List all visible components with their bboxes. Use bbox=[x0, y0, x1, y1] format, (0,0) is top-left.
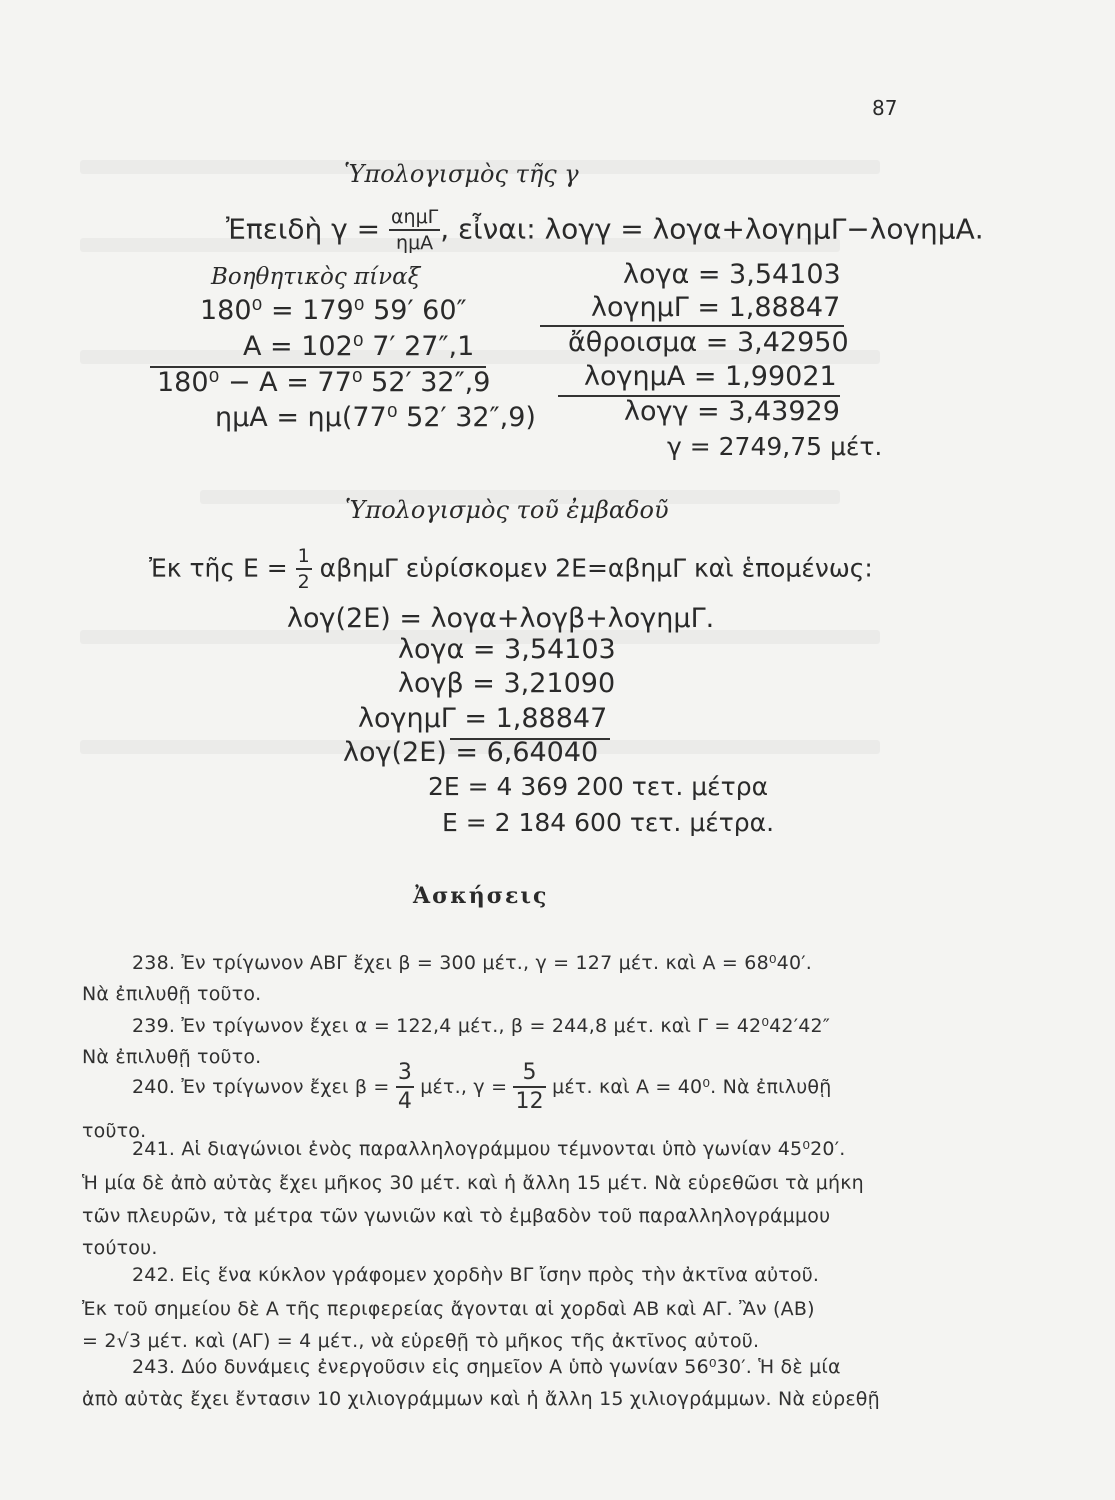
beta-numerator: 3 bbox=[397, 1060, 413, 1085]
gamma-denominator: 12 bbox=[513, 1086, 545, 1113]
since-formula bbox=[226, 208, 984, 253]
since-suffix: , εἶναι: λογγ = λογα+λογημΓ−λογημΑ. bbox=[440, 212, 984, 246]
since-numerator: αημΓ bbox=[391, 206, 439, 228]
beta-fraction bbox=[396, 1062, 414, 1113]
exercise-241-line-1: 241. Αἱ διαγώνιοι ἑνὸς παραλληλογράμμου τέμνονται ὑπὸ γωνίαν 45⁰20′. bbox=[132, 1138, 846, 1160]
ex240-suffix: μέτ. καὶ Α = 40⁰. Νὰ ἐπιλυθῇ bbox=[552, 1076, 832, 1098]
log-equation: λογ(2Ε) = λογα+λογβ+λογημΓ. bbox=[287, 603, 715, 634]
right-row-4: λογημΑ = 1,99021 bbox=[584, 361, 837, 392]
area-row-1: λογα = 3,54103 bbox=[398, 634, 616, 665]
left-row-2: Α = 102⁰ 7′ 27″,1 bbox=[243, 331, 475, 362]
exercise-240-line-2: τοῦτο. bbox=[82, 1120, 147, 1142]
section-heading-area: Ὑπολογισμὸς τοῦ ἐμβαδοῦ bbox=[345, 496, 669, 524]
aux-table-label: Βοηθητικὸς πίναξ bbox=[211, 264, 421, 290]
since-prefix: Ἐπειδὴ γ = bbox=[226, 212, 381, 246]
gamma-numerator: 5 bbox=[522, 1060, 537, 1085]
area-formula bbox=[149, 547, 873, 592]
exercise-241-line-2: Ἡ μία δὲ ἀπὸ αὐτὰς ἔχει μῆκος 30 μέτ. καὶ ἡ ἄλλη 15 μέτ. Νὰ εὑρεθῶσι τὰ μήκη bbox=[82, 1172, 864, 1194]
since-denominator: ημΑ bbox=[389, 229, 440, 253]
since-fraction bbox=[389, 208, 440, 253]
exercise-239-line-2: Νὰ ἐπιλυθῇ τοῦτο. bbox=[82, 1046, 262, 1068]
right-row-2: λογημΓ = 1,88847 bbox=[591, 292, 841, 323]
half-denominator: 2 bbox=[296, 568, 312, 592]
half-numerator: 1 bbox=[297, 545, 310, 567]
right-row-1: λογα = 3,54103 bbox=[623, 259, 841, 290]
exercise-240-line-1 bbox=[132, 1062, 831, 1113]
gamma-fraction bbox=[513, 1062, 545, 1113]
from-prefix: Ἐκ τῆς Ε = bbox=[149, 553, 288, 583]
exercise-238-line-1: 238. Ἐν τρίγωνον ΑΒΓ ἔχει β = 300 μέτ., γ = 127 μέτ. καὶ Α = 68⁰40′. bbox=[132, 952, 813, 974]
exercise-243-line-2: ἀπὸ αὐτὰς ἔχει ἔντασιν 10 χιλιογράμμων καὶ ἡ ἄλλη 15 χιλιογράμμων. Νὰ εὑρεθῇ bbox=[82, 1388, 880, 1410]
area-row-2: λογβ = 3,21090 bbox=[398, 668, 616, 699]
ex240-mid: μέτ., γ = bbox=[420, 1076, 508, 1098]
exercises-title: Ἀσκήσεις bbox=[413, 883, 549, 909]
area-row-3: λογημΓ = 1,88847 bbox=[358, 703, 608, 734]
area-row-6: Ε = 2 184 600 τετ. μέτρα. bbox=[442, 808, 775, 837]
exercise-242-line-1: 242. Εἰς ἕνα κύκλον γράφομεν χορδὴν ΒΓ ἴσην πρὸς τὴν ἀκτῖνα αὐτοῦ. bbox=[132, 1264, 820, 1286]
area-row-4: λογ(2Ε) = 6,64040 bbox=[343, 737, 599, 768]
from-suffix: αβημΓ εὑρίσκομεν 2Ε=αβημΓ καὶ ἑπομένως: bbox=[319, 553, 873, 583]
left-row-3: 180⁰ − Α = 77⁰ 52′ 32″,9 bbox=[157, 367, 491, 398]
right-row-3: ἄθροισμα = 3,42950 bbox=[568, 327, 849, 358]
exercise-242-line-2: Ἐκ τοῦ σημείου δὲ Α τῆς περιφερείας ἄγονται αἱ χορδαὶ ΑΒ καὶ ΑΓ. Ἂν (ΑΒ) bbox=[82, 1298, 815, 1320]
exercise-242-line-3: = 2√3 μέτ. καὶ (ΑΓ) = 4 μέτ., νὰ εὑρεθῇ τὸ μῆκος τῆς ἀκτῖνος αὐτοῦ. bbox=[82, 1330, 760, 1352]
area-row-5: 2Ε = 4 369 200 τετ. μέτρα bbox=[428, 772, 769, 801]
right-row-6: γ = 2749,75 μέτ. bbox=[667, 432, 883, 461]
exercise-238-line-2: Νὰ ἐπιλυθῇ τοῦτο. bbox=[82, 983, 262, 1005]
page-number: 87 bbox=[872, 96, 898, 120]
beta-denominator: 4 bbox=[396, 1086, 414, 1113]
exercise-241-line-4: τούτου. bbox=[82, 1237, 158, 1259]
right-row-5: λογγ = 3,43929 bbox=[624, 396, 840, 427]
left-row-4: ημΑ = ημ(77⁰ 52′ 32″,9) bbox=[215, 402, 536, 433]
exercise-239-line-1: 239. Ἐν τρίγωνον ἔχει α = 122,4 μέτ., β = 244,8 μέτ. καὶ Γ = 42⁰42′42″ bbox=[132, 1015, 831, 1037]
left-row-1: 180⁰ = 179⁰ 59′ 60″ bbox=[200, 295, 467, 326]
half-fraction bbox=[296, 547, 312, 592]
ex240-prefix: 240. Ἐν τρίγωνον ἔχει β = bbox=[132, 1076, 390, 1098]
section-heading-gamma: Ὑπολογισμὸς τῆς γ bbox=[344, 160, 579, 188]
exercise-243-line-1: 243. Δύο δυνάμεις ἐνεργοῦσιν εἰς σημεῖον Α ὑπὸ γωνίαν 56⁰30′. Ἡ δὲ μία bbox=[132, 1356, 841, 1378]
exercise-241-line-3: τῶν πλευρῶν, τὰ μέτρα τῶν γωνιῶν καὶ τὸ ἐμβαδὸν τοῦ παραλληλογράμμου bbox=[82, 1205, 831, 1227]
